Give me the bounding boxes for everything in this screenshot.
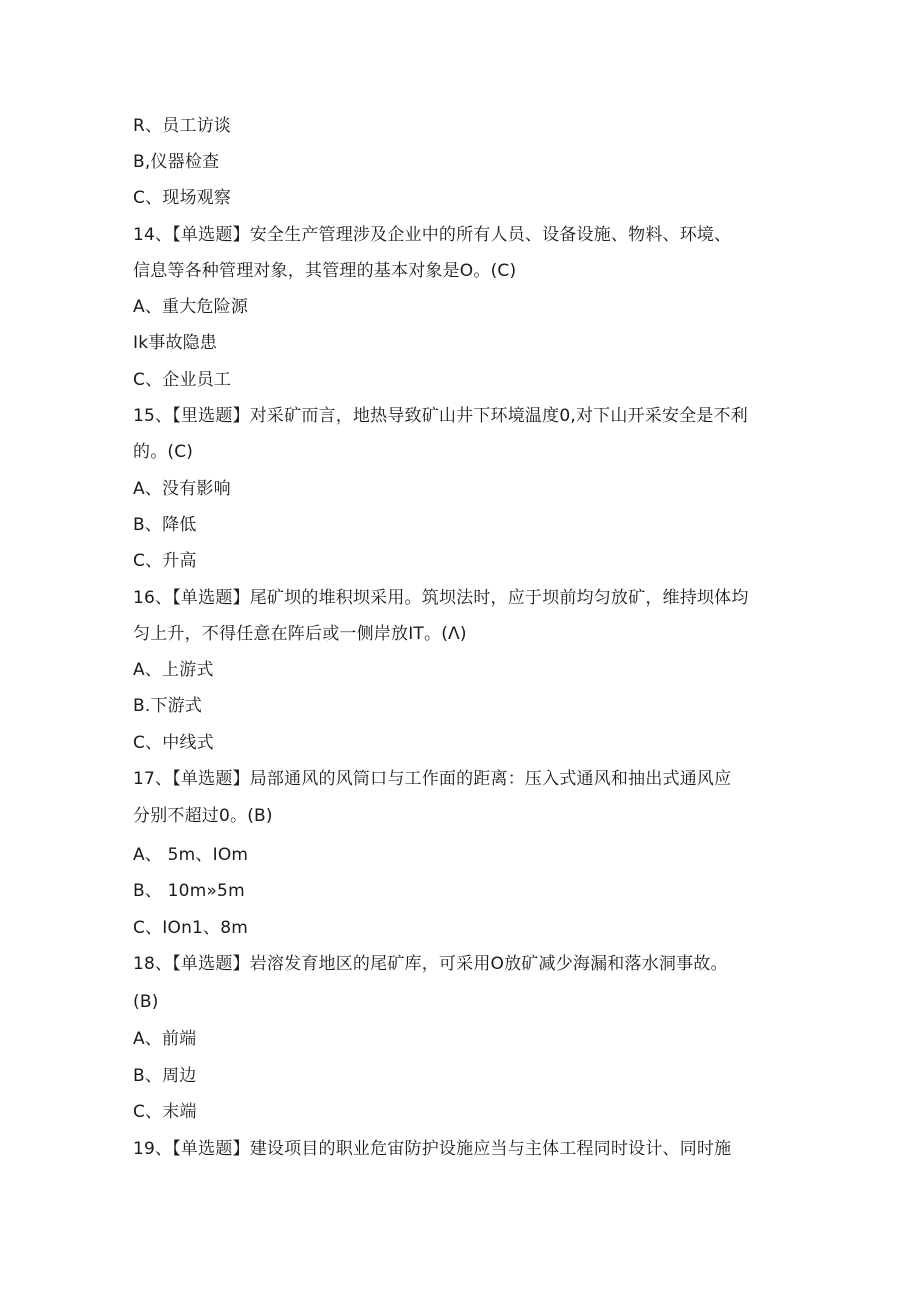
question-17-line-2: 分别不超过0。(B) <box>133 806 273 826</box>
q18-option-c: C、末端 <box>133 1102 197 1122</box>
q17-option-c: C、IOn1、8m <box>133 918 249 938</box>
question-18-line-2: (B) <box>133 992 159 1012</box>
q15-option-a: A、没有影响 <box>133 479 231 499</box>
question-17-line-1: 17、【单选题】局部通风的风筒口与工作面的距离：压入式通风和抽出式通风应 <box>133 769 732 789</box>
q17-option-b: B、 10m»5m <box>133 881 245 901</box>
q15-option-b: B、降低 <box>133 515 197 535</box>
question-18-line-1: 18、【单选题】岩溶发育地区的尾矿库，可采用O放矿减少海漏和落水洞事故。 <box>133 954 728 974</box>
q14-option-a: A、重大危险源 <box>133 297 249 317</box>
q15-option-c: C、升高 <box>133 551 197 571</box>
question-14-line-1: 14、【单选题】安全生产管理涉及企业中的所有人员、设备设施、物料、环境、 <box>133 225 732 245</box>
q16-option-b: B.下游式 <box>133 696 203 716</box>
q14-option-b: Ik事故隐患 <box>133 333 218 353</box>
question-15-line-2: 的。(C) <box>133 442 194 462</box>
q17-option-a: A、 5m、IOm <box>133 845 249 865</box>
question-19-line-1: 19、【单选题】建设项目的职业危宙防护设施应当与主体工程同时设计、同时施 <box>133 1139 732 1159</box>
option-b-instrument-check: B,仪器检查 <box>133 152 220 172</box>
q16-option-c: C、中线式 <box>133 733 214 753</box>
q18-option-b: B、周边 <box>133 1066 197 1086</box>
question-15-line-1: 15、【里选题】对采矿而言，地热导致矿山井下环境温度0,对下山开采安全是不利 <box>133 406 748 426</box>
question-14-line-2: 信息等各种管理对象，其管理的基本对象是O。(C) <box>133 261 517 281</box>
option-c-site-observation: C、现场观察 <box>133 188 232 208</box>
q16-option-a: A、上游式 <box>133 660 214 680</box>
q18-option-a: A、前端 <box>133 1029 197 1049</box>
question-16-line-1: 16、【单选题】尾矿坝的堆积坝采用。筑坝法时，应于坝前均匀放矿，维持坝体均 <box>133 588 749 608</box>
q14-option-c: C、企业员工 <box>133 370 232 390</box>
option-r-staff-interview: R、员工访谈 <box>133 116 232 136</box>
question-16-line-2: 匀上升，不得任意在阵后或一侧岸放IT。(Λ) <box>133 624 467 644</box>
